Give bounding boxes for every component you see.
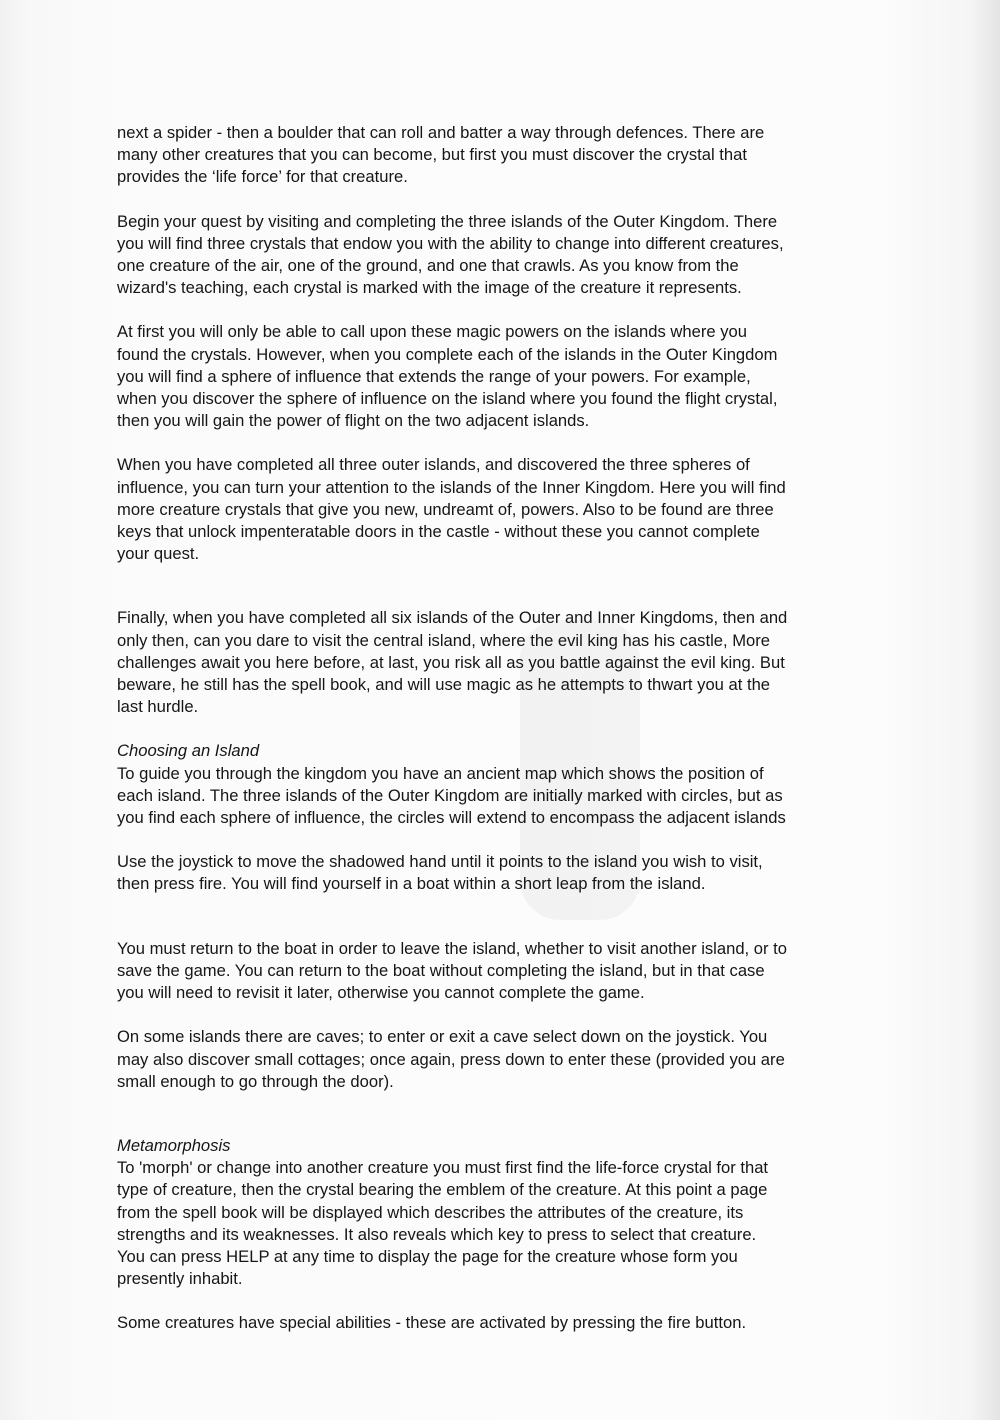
text-line: your quest. <box>117 544 200 564</box>
text-line: next a spider - then a boulder that can roll and batter a way through defences. There are <box>117 123 765 142</box>
text-line: small enough to go through the door). <box>117 1071 394 1091</box>
document-body <box>117 122 887 1335</box>
text-line: Use the joystick to move the shadowed hand until it points to the island you wish to visit, <box>117 852 763 872</box>
text-line: you will need to revisit it later, otherwise you cannot complete the game. <box>117 983 645 1003</box>
text-line: Finally, when you have completed all six islands of the Outer and Inner Kingdoms, then and <box>117 608 788 628</box>
text-line: save the game. You can return to the boat without completing the island, but in that case <box>117 960 765 980</box>
text-line: influence, you can turn your attention to the islands of the Inner Kingdom. Here you will find <box>117 477 786 497</box>
text-line: last hurdle. <box>117 697 199 717</box>
text-line: you will find a sphere of influence that extends the range of your powers. For example, <box>117 366 751 386</box>
paragraph-begin-quest <box>117 211 887 300</box>
text-line: then you will gain the power of flight on the two adjacent islands. <box>117 411 590 431</box>
text-line: each island. The three islands of the Outer Kingdom are initially marked with circles, but as <box>117 785 783 805</box>
text-line: To 'morph' or change into another creature you must first find the life-force crystal for that <box>117 1158 769 1178</box>
text-line: When you have completed all three outer islands, and discovered the three spheres of <box>117 455 750 475</box>
text-line: wizard's teaching, each crystal is marked with the image of the creature it represents. <box>117 278 742 298</box>
text-line: At first you will only be able to call upon these magic powers on the islands where you <box>117 322 747 342</box>
text-line: strengths and its weaknesses. It also reveals which key to press to select that creature. <box>117 1224 757 1244</box>
paragraph-boat <box>117 938 887 1005</box>
paragraph-central-island <box>117 607 887 718</box>
paragraph-caves <box>117 1026 887 1093</box>
paragraph-ancient-map <box>117 763 887 830</box>
text-line: On some islands there are caves; to enter or exit a cave select down on the joystick. You <box>117 1027 768 1047</box>
text-line: then press fire. You will find yourself in a boat within a short leap from the island. <box>117 874 706 894</box>
text-line: you will find three crystals that endow you with the ability to change into different creatures, <box>117 233 784 253</box>
text-line: presently inhabit. <box>117 1269 243 1289</box>
text-line: more creature crystals that give you new, undreamt of, powers. Also to be found are three <box>117 499 774 519</box>
paragraph-morph <box>117 1157 887 1290</box>
text-line: only then, can you dare to visit the central island, where the evil king has his castle, More <box>117 630 771 650</box>
text-line: provides the ‘life force’ for that creature. <box>117 167 408 187</box>
text-line: from the spell book will be displayed which describes the attributes of the creature, its <box>117 1202 744 1222</box>
text-line: Some creatures have special abilities - these are activated by pressing the fire button. <box>117 1313 747 1333</box>
text-line: To guide you through the kingdom you have an ancient map which shows the position of <box>117 763 764 783</box>
text-line: type of creature, then the crystal bearing the emblem of the creature. At this point a page <box>117 1180 768 1200</box>
text-line: Begin your quest by visiting and completing the three islands of the Outer Kingdom. There <box>117 211 778 231</box>
text-line: beware, he still has the spell book, and will use magic as he attempts to thwart you at the <box>117 675 771 695</box>
paragraph-special-abilities <box>117 1312 887 1334</box>
paragraph-joystick <box>117 851 887 895</box>
section-heading-choosing-island: Choosing an Island <box>117 741 260 761</box>
paragraph-creatures <box>117 122 887 189</box>
text-line: you find each sphere of influence, the circles will extend to encompass the adjacent islands <box>117 808 786 828</box>
paragraph-inner-kingdom <box>117 454 887 565</box>
text-line: You must return to the boat in order to leave the island, whether to visit another island, or to <box>117 938 787 958</box>
text-line: You can press HELP at any time to display the page for the creature whose form you <box>117 1246 738 1266</box>
section-heading-metamorphosis: Metamorphosis <box>117 1135 231 1155</box>
text-line: found the crystals. However, when you complete each of the islands in the Outer Kingdom <box>117 344 778 364</box>
text-line: when you discover the sphere of influence on the island where you found the flight crystal, <box>117 389 778 409</box>
text-line: keys that unlock impenteratable doors in the castle - without these you cannot complete <box>117 522 760 542</box>
text-line: challenges await you here before, at last, you risk all as you battle against the evil king. But <box>117 652 785 672</box>
text-line: one creature of the air, one of the ground, and one that crawls. As you know from the <box>117 256 739 276</box>
text-line: many other creatures that you can become, but first you must discover the crystal that <box>117 145 747 165</box>
text-line: may also discover small cottages; once again, press down to enter these (provided you are <box>117 1049 785 1069</box>
paragraph-magic-powers <box>117 321 887 432</box>
